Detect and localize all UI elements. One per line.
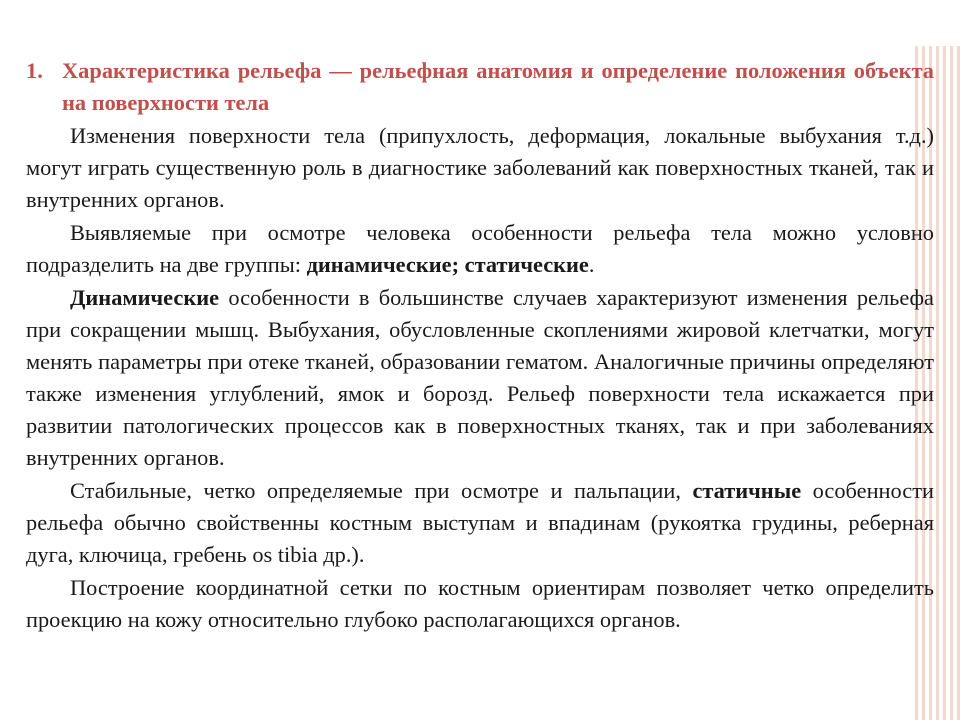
paragraph-text: . bbox=[588, 252, 595, 277]
paragraph-groups bbox=[26, 217, 934, 281]
paragraph-text: особенности в большинстве случаев характеризуют изменения рельефа при сокращении мышц. Выбухания, обусловленные скоплениями жировой клетчатки, могут менять параметры при отеке тканей, образовании гематом. Аналогичные причины определяют также изменения углублений, ямок и борозд. Рельеф поверхности тела искажается при развитии патологических процессов как в поверхностных тканях, так и при заболеваниях внутренних органов. bbox=[26, 285, 934, 470]
paragraph-coordinate-grid bbox=[26, 572, 934, 636]
heading-number: 1. bbox=[26, 58, 43, 83]
paragraph-text: Построение координатной сетки по костным ориентирам позволяет четко определить проекцию на кожу относительно глубоко располагающихся органов. bbox=[26, 575, 934, 632]
paragraph-static bbox=[26, 475, 934, 571]
paragraph-bold-text: статичные bbox=[692, 478, 802, 503]
heading-text: Характеристика рельефа — рельефная анатомия и определение положения объекта на поверхности тела bbox=[62, 58, 934, 115]
paragraph-text: Стабильные, четко определяемые при осмотре и пальпации, bbox=[70, 478, 693, 503]
slide-heading bbox=[26, 55, 934, 119]
paragraph-text: Выявляемые при осмотре человека особенности рельефа тела можно условно подразделить на две группы: bbox=[26, 220, 934, 277]
paragraph-text: Изменения поверхности тела (припухлость, деформация, локальные выбухания т.д.) могут играть существенную роль в диагностике заболеваний как поверхностных тканей, так и внутренних органов. bbox=[26, 123, 934, 212]
paragraph-surface-changes bbox=[26, 120, 934, 216]
paragraph-bold-text: динамические; статические bbox=[306, 252, 589, 277]
paragraph-bold-text: Динамические bbox=[70, 285, 220, 310]
paragraph-text: особенности рельефа обычно свойственны костным выступам и впадинам (рукоятка грудины, реберная дуга, ключица, гребень os tibia др.). bbox=[26, 478, 934, 567]
slide-content bbox=[26, 55, 934, 636]
paragraph-dynamic bbox=[26, 282, 934, 474]
